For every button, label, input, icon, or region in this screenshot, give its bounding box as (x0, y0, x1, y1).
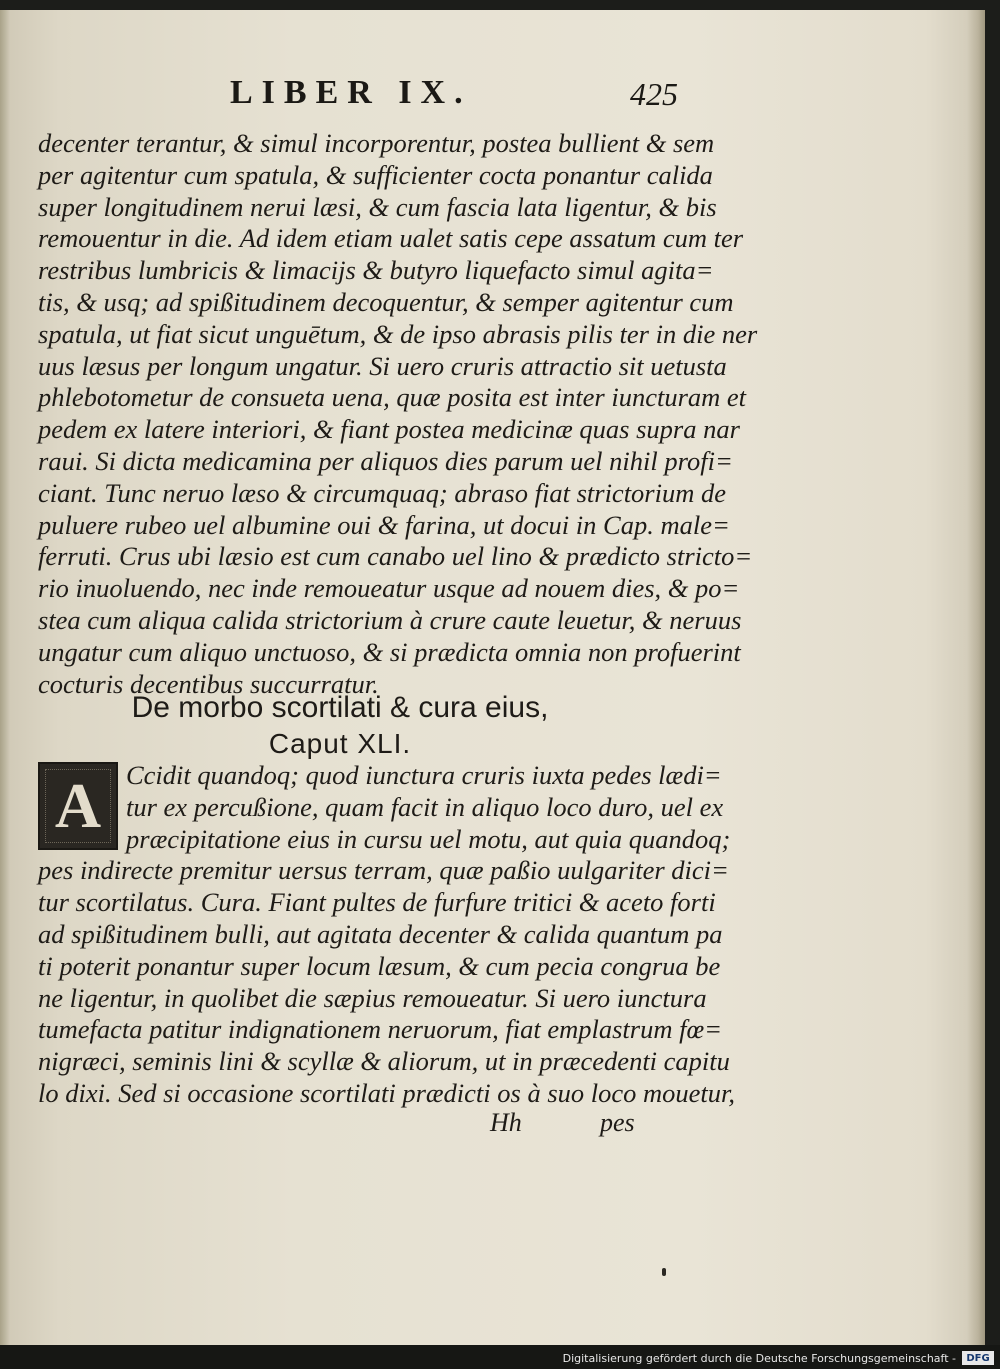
text-line: ciant. Tunc neruo læso & circumquaq; abraso fiat strictorium de (38, 477, 727, 508)
initial-letter: A (54, 770, 102, 841)
text-line: lo dixi. Sed si occasione scortilati prædicti os à suo loco mouetur, (38, 1077, 736, 1108)
text-line: spatula, ut fiat sicut unguētum, & de ipso abrasis pilis ter in die ner (38, 318, 758, 349)
text-line: Ccidit quandoq; quod iunctura cruris iuxta pedes lædi= (126, 760, 722, 790)
text-line: pes indirecte premitur uersus terram, quæ paßio uulgariter dici= (38, 855, 729, 886)
signature-mark: Hh (490, 1108, 522, 1137)
text-line: tur ex percußione, quam facit in aliquo loco duro, uel ex (126, 791, 724, 822)
credit-text: Digitalisierung gefördert durch die Deutsche Forschungsgemeinschaft - (562, 1352, 956, 1365)
text-line: decenter terantur, & simul incorporentur, postea bullient & sem (38, 128, 715, 158)
text-line: pedem ex latere interiori, & fiant postea medicinæ quas supra nar (38, 414, 740, 445)
text-line: stea cum aliqua calida strictorium à crure caute leuetur, & neruus (38, 604, 742, 635)
decorated-initial (38, 762, 118, 850)
catchword: pes (600, 1108, 635, 1137)
text-line: ad spißitudinem bulli, aut agitata decenter & calida quantum pa (38, 918, 723, 949)
running-title: LIBER IX. (230, 74, 472, 111)
text-line: per agitentur cum spatula, & sufficienter cocta ponantur calida (38, 159, 713, 190)
text-line: præcipitatione eius in cursu uel motu, aut quia quandoq; (126, 823, 731, 854)
text-line: puluere rubeo uel albumine oui & farina, ut docui in Cap. male= (38, 509, 730, 540)
text-line: super longitudinem nerui læsi, & cum fascia lata ligentur, & bis (38, 191, 717, 222)
text-line: tumefacta patitur indignationem neruorum, fiat emplastrum fœ= (38, 1014, 723, 1045)
text-line: tis, & usq; ad spißitudinem decoquentur, & semper agitentur cum (38, 286, 734, 317)
text-line: phlebotometur de consueta uena, quæ posita est inter iuncturam et (38, 382, 747, 413)
page-number: 425 (630, 76, 678, 112)
text-line: remouentur in die. Ad idem etiam ualet satis cepe assatum cum ter (38, 223, 744, 254)
page-header (0, 74, 1000, 114)
chapter-number: Caput XLI. (268, 728, 412, 759)
text-line: raui. Si dicta medicamina per aliquos dies parum uel nihil profi= (38, 445, 733, 476)
page-edge-shadow (967, 10, 985, 1345)
text-line: restribus lumbricis & limacijs & butyro liquefacto simul agita= (38, 255, 714, 286)
text-line: ungatur cum aliquo unctuoso, & si prædicta omnia non profuerint (38, 636, 741, 667)
text-line: ti poterit ponantur super locum læsum, & cum pecia congrua be (38, 950, 721, 981)
text-line: rio inuoluendo, nec inde remoueatur usque ad nouem dies, & po= (38, 573, 740, 604)
page-footer (38, 1108, 638, 1142)
chapter-text (38, 760, 736, 1110)
text-line: uus læsus per longum ungatur. Si uero cruris attractio sit uetusta (38, 350, 727, 381)
body-text (38, 128, 758, 700)
text-line: tur scortilatus. Cura. Fiant pultes de furfure tritici & aceto forti (38, 887, 716, 918)
chapter-heading (100, 690, 580, 762)
credit-bar (0, 1345, 1000, 1369)
chapter-title: De morbo scortilati & cura eius, (131, 691, 549, 724)
text-line: ferruti. Crus ubi læsio est cum canabo uel lino & prædicto stricto= (38, 541, 753, 572)
text-line: nigræci, seminis lini & scyllæ & aliorum, ut in præcedenti capitu (38, 1046, 730, 1077)
text-line: cocturis decentibus succurratur. (38, 668, 379, 699)
ink-mark (662, 1268, 666, 1276)
text-line: ne ligentur, in quolibet die sæpius remoueatur. Si uero iunctura (38, 982, 707, 1013)
dfg-logo: DFG (962, 1351, 994, 1365)
